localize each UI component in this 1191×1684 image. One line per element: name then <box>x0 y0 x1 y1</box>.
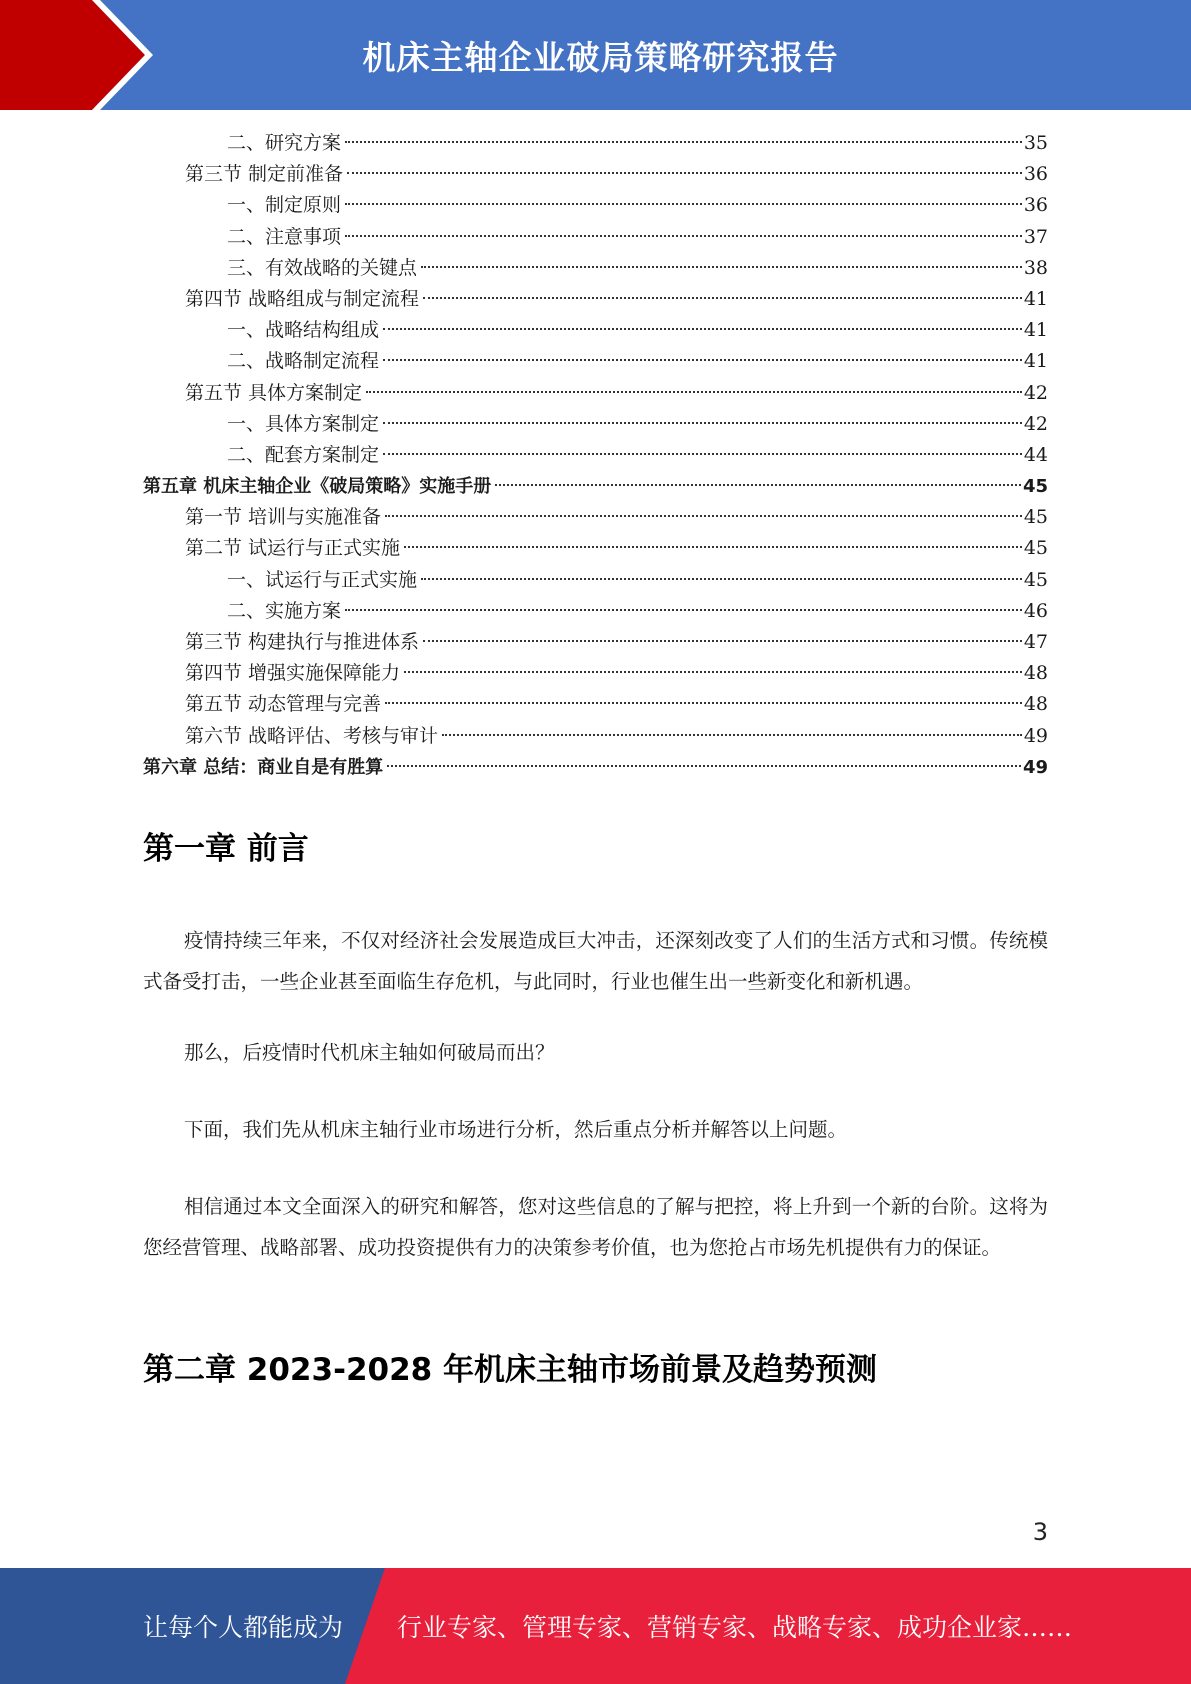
toc-entry-label: 第四节 战略组成与制定流程 <box>185 287 420 310</box>
table-of-contents <box>143 128 1048 783</box>
chapter-2-title: 第二章 2023-2028 年机床主轴市场前景及趋势预测 <box>143 1352 878 1388</box>
toc-entry[interactable] <box>143 315 1048 346</box>
toc-entry[interactable] <box>143 471 1048 502</box>
toc-entry-label: 一、制定原则 <box>227 194 342 217</box>
toc-entry-page-number: 45 <box>1023 537 1048 560</box>
toc-entry-label: 第六章 总结：商业自是有胜算 <box>143 756 384 778</box>
toc-dot-leader <box>383 422 1022 424</box>
toc-entry-page-number: 36 <box>1023 194 1048 217</box>
toc-entry-page-number: 41 <box>1023 319 1048 342</box>
toc-entry[interactable] <box>143 346 1048 377</box>
toc-entry-page-number: 42 <box>1023 412 1048 435</box>
toc-entry-label: 二、实施方案 <box>227 599 342 622</box>
toc-entry-page-number: 41 <box>1023 287 1048 310</box>
toc-entry-label: 第三节 制定前准备 <box>185 163 344 186</box>
toc-entry-label: 一、战略结构组成 <box>227 319 380 342</box>
toc-dot-leader <box>345 609 1022 611</box>
toc-entry-label: 第三节 构建执行与推进体系 <box>185 631 420 653</box>
footer-slogan-right: 行业专家、管理专家、营销专家、战略专家、成功企业家…… <box>397 1613 1073 1642</box>
toc-entry-page-number: 48 <box>1023 693 1048 716</box>
toc-dot-leader <box>423 640 1022 642</box>
toc-dot-leader <box>345 141 1022 143</box>
toc-dot-leader <box>383 359 1022 361</box>
toc-entry-label: 第四节 增强实施保障能力 <box>185 662 401 685</box>
toc-entry-page-number: 44 <box>1023 443 1048 466</box>
toc-entry-page-number: 45 <box>1023 568 1048 591</box>
toc-dot-leader <box>366 391 1022 393</box>
toc-entry-page-number: 49 <box>1022 756 1048 778</box>
toc-entry[interactable] <box>143 721 1048 752</box>
page-footer <box>0 1568 1191 1684</box>
toc-dot-leader <box>421 266 1022 268</box>
toc-entry-label: 三、有效战略的关键点 <box>227 256 418 279</box>
toc-entry-label: 一、试运行与正式实施 <box>227 568 418 591</box>
toc-entry-page-number: 45 <box>1023 506 1048 529</box>
toc-entry-page-number: 35 <box>1023 132 1048 154</box>
toc-dot-leader <box>347 172 1022 174</box>
chapter-1-title: 第一章 前言 <box>143 831 309 867</box>
toc-entry-page-number: 49 <box>1023 724 1048 747</box>
toc-entry-label: 一、具体方案制定 <box>227 412 380 435</box>
toc-entry-page-number: 38 <box>1023 256 1048 279</box>
toc-dot-leader <box>385 515 1022 517</box>
toc-entry[interactable] <box>143 533 1048 564</box>
toc-entry[interactable] <box>143 658 1048 689</box>
toc-entry-label: 二、配套方案制定 <box>227 443 380 466</box>
toc-entry-page-number: 41 <box>1023 350 1048 373</box>
toc-entry[interactable] <box>143 222 1048 253</box>
toc-dot-leader <box>495 484 1021 486</box>
toc-entry[interactable] <box>143 284 1048 315</box>
toc-entry-label: 第五节 具体方案制定 <box>185 381 363 404</box>
toc-entry-page-number: 36 <box>1023 163 1048 186</box>
chapter-1-paragraph-4: 相信通过本文全面深入的研究和解答，您对这些信息的了解与把控，将上升到一个新的台阶。这将为您经营管理、战略部署、成功投资提供有力的决策参考价值，也为您抢占市场先机提供有力的保证。 <box>143 1195 1048 1259</box>
toc-dot-leader <box>383 328 1022 330</box>
toc-dot-leader <box>345 235 1022 237</box>
toc-entry[interactable] <box>143 565 1048 596</box>
toc-entry[interactable] <box>143 378 1048 409</box>
toc-dot-leader <box>404 546 1022 548</box>
toc-dot-leader <box>442 734 1022 736</box>
toc-entry-label: 二、注意事项 <box>227 225 342 248</box>
toc-entry[interactable] <box>143 627 1048 658</box>
toc-entry[interactable] <box>143 689 1048 720</box>
footer-slogan-left: 让每个人都能成为 <box>143 1613 344 1642</box>
toc-entry-page-number: 37 <box>1023 225 1048 248</box>
toc-dot-leader <box>404 671 1022 673</box>
toc-entry-label: 第一节 培训与实施准备 <box>185 506 382 529</box>
toc-entry-label: 二、研究方案 <box>227 132 342 154</box>
page-header <box>0 0 1191 110</box>
toc-entry[interactable] <box>143 128 1048 159</box>
toc-entry[interactable] <box>143 159 1048 190</box>
toc-dot-leader <box>385 702 1022 704</box>
toc-entry-label: 第二节 试运行与正式实施 <box>185 537 401 560</box>
toc-entry-page-number: 46 <box>1023 599 1048 622</box>
toc-entry-label: 第六节 战略评估、考核与审计 <box>185 724 439 747</box>
page-number: 3 <box>1032 1518 1048 1546</box>
toc-dot-leader <box>383 453 1022 455</box>
report-title: 机床主轴企业破局策略研究报告 <box>362 37 839 77</box>
toc-entry-label: 第五节 动态管理与完善 <box>185 693 382 716</box>
toc-entry-label: 第五章 机床主轴企业《破局策略》实施手册 <box>143 476 492 498</box>
toc-entry-page-number: 47 <box>1023 631 1048 653</box>
chapter-1-paragraph-1: 疫情持续三年来，不仅对经济社会发展造成巨大冲击，还深刻改变了人们的生活方式和习惯。传统模式备受打击，一些企业甚至面临生存危机，与此同时，行业也催生出一些新变化和新机遇。 <box>143 929 1048 993</box>
toc-dot-leader <box>387 765 1021 767</box>
toc-entry[interactable] <box>143 409 1048 440</box>
toc-dot-leader <box>423 297 1022 299</box>
toc-dot-leader <box>421 578 1022 580</box>
toc-entry-page-number: 42 <box>1023 381 1048 404</box>
toc-entry[interactable] <box>143 253 1048 284</box>
chapter-1-paragraph-2: 那么，后疫情时代机床主轴如何破局而出？ <box>184 1041 555 1064</box>
toc-entry[interactable] <box>143 190 1048 221</box>
toc-entry-page-number: 45 <box>1022 476 1048 498</box>
toc-entry[interactable] <box>143 502 1048 533</box>
chapter-1-paragraph-3: 下面，我们先从机床主轴行业市场进行分析，然后重点分析并解答以上问题。 <box>184 1118 848 1141</box>
toc-dot-leader <box>345 203 1022 205</box>
toc-entry[interactable] <box>143 752 1048 783</box>
toc-entry[interactable] <box>143 596 1048 627</box>
toc-entry-page-number: 48 <box>1023 662 1048 685</box>
toc-entry-label: 二、战略制定流程 <box>227 350 380 373</box>
toc-entry[interactable] <box>143 440 1048 471</box>
